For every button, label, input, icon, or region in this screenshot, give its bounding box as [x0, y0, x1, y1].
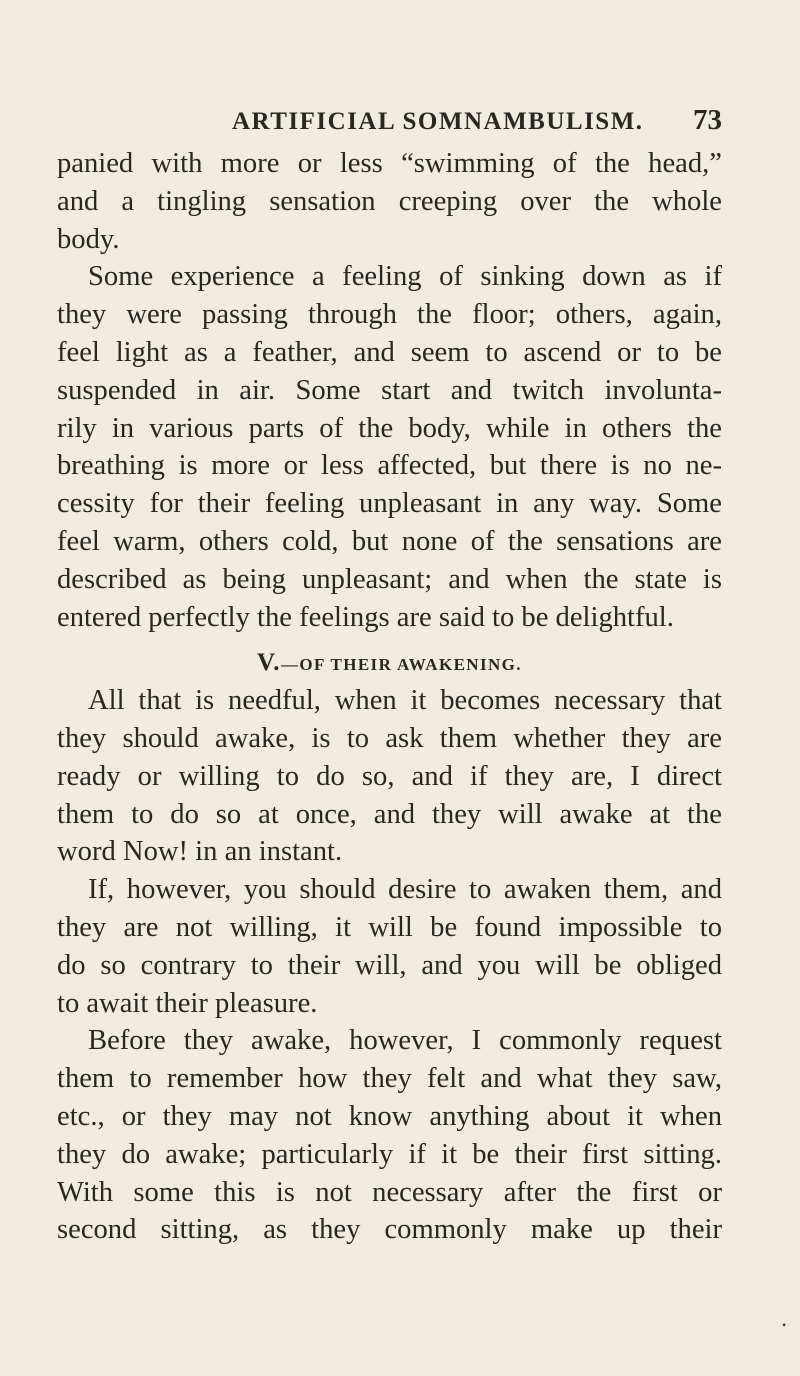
- body-text: [57, 145, 722, 1249]
- section-heading: [57, 636, 722, 682]
- text-line: panied with more or less “swimming of the head,”: [57, 148, 722, 179]
- text-line: body.: [57, 223, 120, 255]
- text-line: cessity for their feeling unpleasant in any way. Some: [57, 488, 722, 520]
- text-line: they are not willing, it will be found impossible to: [57, 911, 722, 943]
- text-line: second sitting, as they commonly make up their: [57, 1214, 722, 1246]
- text-line: them to remember how they felt and what they saw,: [57, 1063, 722, 1095]
- text-line: described as being unpleasant; and when the state is: [57, 563, 722, 595]
- text-line: they were passing through the floor; others, again,: [57, 299, 722, 331]
- running-title: ARTIFICIAL SOMNAMBULISM.: [232, 108, 644, 135]
- text-line: breathing is more or less affected, but there is no ne-: [57, 450, 722, 482]
- text-line: rily in various parts of the body, while in others the: [57, 412, 722, 444]
- text-line: ready or willing to do so, and if they are, I direct: [57, 760, 722, 792]
- text-line: With some this is not necessary after the first or: [57, 1176, 722, 1208]
- text-line: to await their pleasure.: [57, 987, 318, 1019]
- text-line: them to do so at once, and they will awake at the: [57, 798, 722, 830]
- text-line: etc., or they may not know anything about it when: [57, 1100, 722, 1132]
- text-line: feel warm, others cold, but none of the sensations are: [57, 525, 722, 557]
- section-numeral: V.: [257, 649, 281, 677]
- text-line: they should awake, is to ask them whether they are: [57, 722, 722, 754]
- running-head: [232, 104, 722, 136]
- text-line: suspended in air. Some start and twitch involunta-: [57, 374, 722, 406]
- page-number: 73: [693, 104, 722, 136]
- text-line: Before they awake, however, I commonly request: [88, 1025, 722, 1057]
- text-line: they do awake; particularly if it be their first sitting.: [57, 1138, 722, 1170]
- text-line: entered perfectly the feelings are said to be delightful.: [57, 601, 674, 633]
- text-line: feel light as a feather, and seem to ascend or to be: [57, 336, 722, 368]
- text-line: word Now! in an instant.: [57, 836, 343, 868]
- section-title: —OF THEIR AWAKENING.: [280, 655, 522, 675]
- text-line: All that is needful, when it becomes necessary that: [88, 685, 722, 717]
- text-line: and a tingling sensation creeping over the whole: [57, 185, 722, 217]
- ink-speck: •: [782, 1318, 787, 1332]
- text-line: do so contrary to their will, and you will be obliged: [57, 949, 722, 981]
- text-line: If, however, you should desire to awaken them, and: [88, 874, 722, 906]
- text-line: Some experience a feeling of sinking down as if: [88, 261, 722, 293]
